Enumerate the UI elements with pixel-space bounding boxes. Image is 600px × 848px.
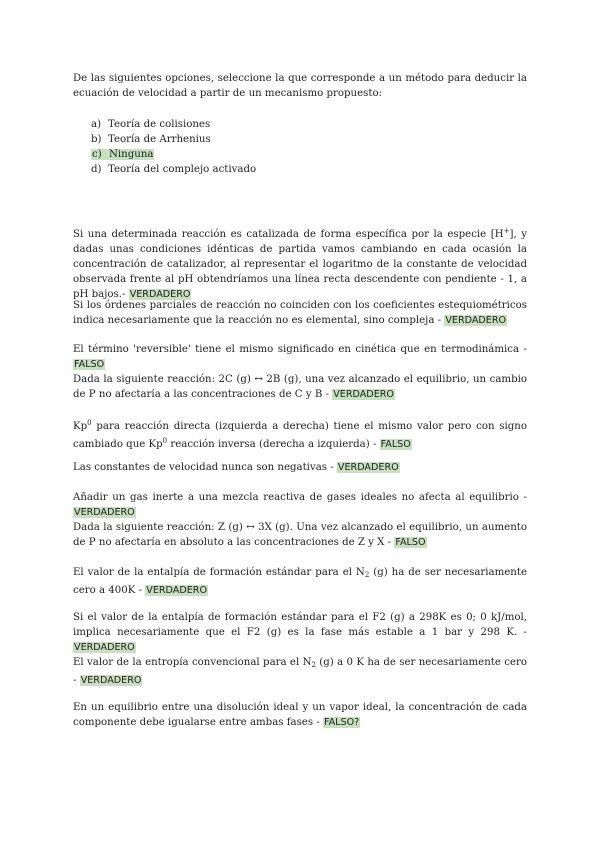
- answer-badge: VERDADERO: [129, 289, 191, 300]
- option-d[interactable]: d) Teoría del complejo activado: [91, 164, 257, 175]
- option-c-text: Ninguna: [109, 149, 154, 160]
- option-b[interactable]: b) Teoría de Arrhenius: [91, 134, 211, 145]
- statement-12: En un equilibrio entre una disolución ideal y un vapor ideal, la concentración de cada componente debe igualarse entre ambas fases - FALSO?: [73, 702, 527, 728]
- statement-11: El valor de la entropía convencional para el $N_2$ (g) a 0 K ha de ser necesariamente cero - VERDADERO: [73, 657, 527, 686]
- answer-badge: VERDADERO: [337, 462, 399, 473]
- answer-badge: VERDADERO: [74, 642, 135, 653]
- statement-9: El valor de la entalpía de formación estándar para el $N_2$ (g) ha de ser necesariamente cero a 400K - VERDADERO: [73, 567, 527, 596]
- statement-5: Kp$^0$ para reacción directa (izquierda a derecha) tiene el mismo valor pero con signo cambiado que Kp$^0$ reacción inversa (derecha a izquierda) - FALSO: [73, 419, 527, 450]
- answer-badge: VERDADERO: [74, 507, 135, 518]
- option-b-text: Teoría de Arrhenius: [108, 134, 211, 145]
- statement-3: El término 'reversible' tiene el mismo significado en cinética que en termodinámica - FALSO: [73, 344, 527, 370]
- answer-badge: VERDADERO: [333, 389, 394, 400]
- statement-2: Si los órdenes parciales de reacción no coinciden con los coeficientes estequiométricos indica necesariamente que la reacción no es elemental, sino compleja - VERDADERO: [73, 300, 527, 326]
- option-a[interactable]: a) Teoría de colisiones: [91, 119, 211, 130]
- statement-1: Si una determinada reacción es catalizada de forma específica por la especie [H+], y dadas unas condiciones idénticas de partida vamos cambiando en cada ocasión la concentración de catalizador, al representar el logaritmo de la constante de velocidad observada frente al pH obtendríamos una línea recta descendente con pendiente - 1, a pH bajos.- VERDADERO: [73, 227, 527, 300]
- answer-options-list: [91, 117, 256, 177]
- option-c-selected[interactable]: c) Ninguna: [92, 149, 154, 160]
- option-a-text: Teoría de colisiones: [108, 119, 211, 130]
- statement-4: Dada la siguiente reacción: 2C (g) ↔ 2B (g), una vez alcanzado el equilibrio, un cambio de P no afectaría a las concentraciones de C y B - VERDADERO: [73, 374, 527, 400]
- statement-6: Las constantes de velocidad nunca son negativas - VERDADERO: [73, 462, 399, 473]
- answer-badge: FALSO: [380, 439, 411, 450]
- question-prompt: De las siguientes opciones, seleccione la que corresponde a un método para deducir la ecuación de velocidad a partir de un mecanismo propuesto:: [73, 73, 527, 99]
- option-d-text: Teoría del complejo activado: [108, 164, 257, 175]
- answer-badge: FALSO: [395, 537, 426, 548]
- statement-8: Dada la siguiente reacción: Z (g) ↔ 3X (g). Una vez alcanzado el equilibrio, un aumento de P no afectaría en absoluto a las concentraciones de Z y X - FALSO: [73, 522, 527, 548]
- statement-10: Si el valor de la entalpía de formación estándar para el F2 (g) a 298K es 0; 0 kJ/mol, implica necesariamente que el F2 (g) es la fase más estable a 1 bar y 298 K. - VERDADERO: [73, 612, 527, 653]
- answer-badge: FALSO?: [323, 717, 360, 728]
- answer-badge: FALSO: [74, 359, 105, 370]
- statement-7: Añadir un gas inerte a una mezcla reactiva de gases ideales no afecta al equilibrio - VERDADERO: [73, 492, 527, 518]
- answer-badge: VERDADERO: [146, 585, 208, 596]
- answer-badge: VERDADERO: [445, 315, 507, 326]
- answer-badge: VERDADERO: [80, 675, 142, 686]
